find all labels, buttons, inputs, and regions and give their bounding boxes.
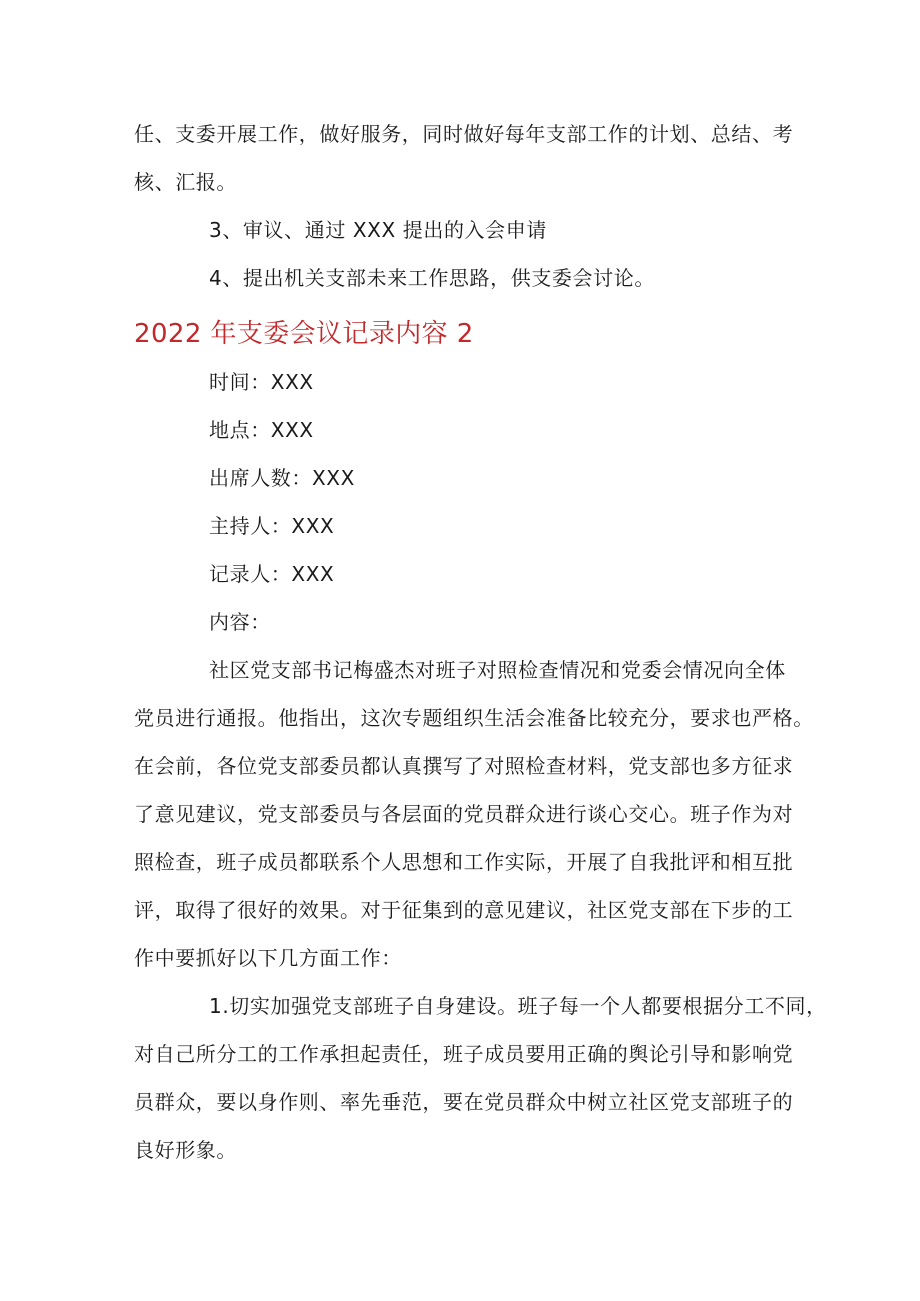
meeting-place: 地点：XXX (209, 418, 314, 442)
meeting-recorder: 记录人：XXX (209, 562, 335, 586)
paragraph-continuation-line-2: 核、汇报。 (134, 170, 237, 194)
paragraph-1-line: 在会前，各位党支部委员都认真撰写了对照检查材料，党支部也多方征求 (134, 754, 794, 778)
paragraph-1-line: 照检查，班子成员都联系个人思想和工作实际，开展了自我批评和相互批 (134, 850, 794, 874)
paragraph-1-line: 了意见建议，党支部委员与各层面的党员群众进行谈心交心。班子作为对 (134, 802, 794, 826)
paragraph-1-line: 作中要抓好以下几方面工作： (134, 946, 402, 970)
meeting-attendees: 出席人数：XXX (209, 466, 355, 490)
content-label: 内容： (209, 610, 271, 634)
list-item-4: 4、提出机关支部未来工作思路，供支委会讨论。 (209, 266, 655, 290)
paragraph-1-line: 评，取得了很好的效果。对于征集到的意见建议，社区党支部在下步的工 (134, 898, 794, 922)
paragraph-1-line: 社区党支部书记梅盛杰对班子对照检查情况和党委会情况向全体 (209, 658, 786, 682)
paragraph-1-line: 党员进行通报。他指出，这次专题组织生活会准备比较充分，要求也严格。 (134, 706, 814, 730)
paragraph-2-line: 良好形象。 (134, 1138, 237, 1162)
paragraph-continuation-line-1: 任、支委开展工作，做好服务，同时做好每年支部工作的计划、总结、考 (134, 122, 794, 146)
paragraph-2-line: 员群众，要以身作则、率先垂范，要在党员群众中树立社区党支部班子的 (134, 1090, 794, 1114)
meeting-time: 时间：XXX (209, 370, 314, 394)
meeting-host: 主持人：XXX (209, 514, 335, 538)
list-item-3: 3、审议、通过 XXX 提出的入会申请 (209, 218, 547, 242)
section-heading: 2022 年支委会议记录内容 2 (134, 319, 474, 349)
paragraph-2-line: 1.切实加强党支部班子自身建设。班子每一个人都要根据分工不同， (209, 994, 827, 1018)
paragraph-2-line: 对自己所分工的工作承担起责任，班子成员要用正确的舆论引导和影响党 (134, 1042, 794, 1066)
